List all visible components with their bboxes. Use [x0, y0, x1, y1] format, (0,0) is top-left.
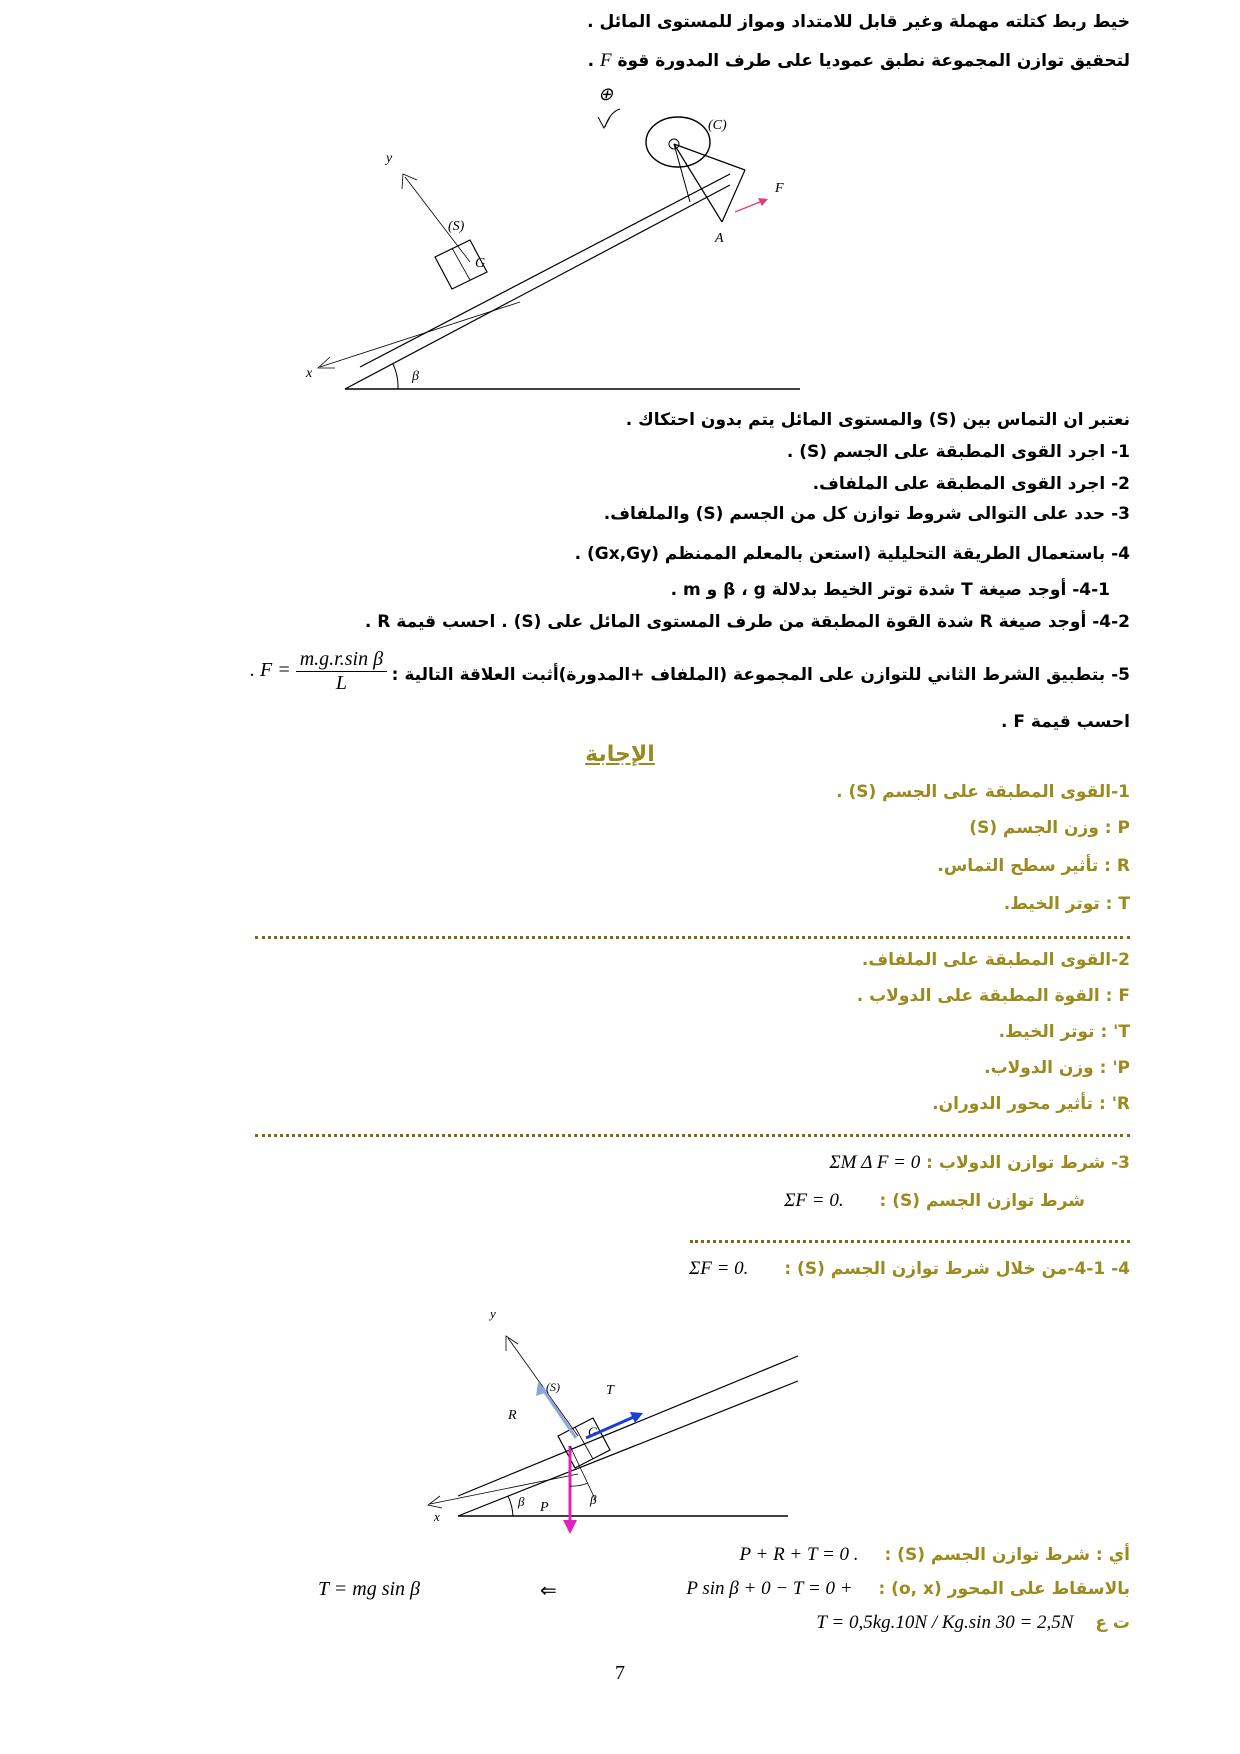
question-4-1: 4-1- أوجد صيغة T شدة توتر الخيط بدلالة β ، g و m . [670, 580, 1110, 600]
final-line3-math: T = 0,5kg.10N / Kg.sin 30 = 2,5N [816, 1612, 1074, 1633]
answer-1-item-t: T : توتر الخيط. [1003, 894, 1130, 914]
answer-3-line2 [784, 1190, 1085, 1212]
answer-3-line1-text: 3- شرط توازن الدولاب : [926, 1153, 1130, 1173]
fig1-label-s: (S) [448, 219, 465, 234]
intro-line2-symbol: F [599, 50, 612, 71]
answer-1-item-r: R : تأثير سطح التماس. [937, 856, 1130, 876]
question-3: 3- حدد على التوالى شروط توازن كل من الجسم (S) والملفاف. [603, 504, 1130, 524]
final-line2-text: بالاسقاط على المحور (o, x) : [878, 1579, 1130, 1599]
answer-3-line2-math: .ΣF = 0 [784, 1190, 844, 1211]
answer-4-line [689, 1258, 1130, 1280]
final-line1 [739, 1544, 1130, 1566]
fig1-label-y: y [386, 151, 393, 166]
final-line3 [816, 1612, 1130, 1634]
formula-lhs: . F = [250, 659, 291, 682]
answer-3-line1-math: ΣM Δ F = 0 [829, 1152, 921, 1173]
fig1-label-a: A [715, 231, 724, 246]
answer-2-item-f: F : القوة المطبقة على الدولاب . [856, 986, 1130, 1006]
question-5-calc: احسب قيمة F . [1000, 712, 1130, 732]
final-line3-text: ت ع [1095, 1613, 1130, 1633]
intro-line2: لتحقيق توازن المجموعة نطبق عموديا على طرف المدورة قوة F . [587, 50, 1130, 71]
fig2-label-s: (S) [546, 1380, 560, 1394]
formula-fraction [296, 648, 387, 695]
answer-title: الإجابة [585, 742, 655, 767]
intro-line2-text: لتحقيق توازن المجموعة نطبق عموديا على طرف المدورة قوة [617, 51, 1130, 71]
fig2-label-g: G [588, 1424, 598, 1439]
page-number: 7 [615, 1662, 625, 1684]
fig1-label-beta: β [412, 369, 419, 384]
divider-3 [690, 1240, 1130, 1243]
fig2-label-y: y [490, 1306, 496, 1321]
fig1-label-g: G [475, 256, 486, 271]
fig2-label-x: x [434, 1509, 440, 1524]
fig1-label-f: F [775, 181, 784, 196]
answer-3-line1 [829, 1152, 1130, 1174]
fig1-label-x: x [306, 366, 313, 381]
answer-2-heading: 2-القوى المطبقة على الملفاف. [861, 950, 1130, 970]
answer-4-line-text: 4- 4-1-من خلال شرط توازن الجسم (S) : [784, 1259, 1130, 1279]
final-line2-result: T = mg sin β [318, 1578, 421, 1600]
answer-1-heading: 1-القوى المطبقة على الجسم (S) . [836, 782, 1130, 802]
divider-2 [255, 1134, 1130, 1137]
fig2-label-p: P [540, 1500, 549, 1515]
question-2: 2- اجرد القوى المطبقة على الملفاف. [812, 474, 1130, 494]
fig2-label-t: T [606, 1383, 614, 1398]
question-4: 4- باستعمال الطريقة التحليلية (استعن بالمعلم الممنظم (Gx,Gy) . [574, 544, 1130, 564]
question-5: 5- بتطبيق الشرط الثاني للتوازن على المجموعة (الملفاف +المدورة)أثبت العلاقة التالية : [391, 665, 1130, 685]
question-5-formula [250, 648, 387, 695]
fig2-label-beta1: β [518, 1494, 525, 1509]
fig1-label-c: (C) [708, 118, 727, 133]
formula-numerator: m.g.r.sin β [296, 648, 387, 672]
answer-4-line-math: .ΣF = 0 [688, 1258, 749, 1279]
fig2-label-r: R [508, 1408, 517, 1423]
final-line1-text: أي : شرط توازن الجسم (S) : [884, 1545, 1130, 1565]
figure-inclined-plane-setup [290, 82, 850, 402]
question-4-2: 4-2- أوجد صيغة R شدة القوة المطبقة من طرف المستوى المائل على (S) . احسب قيمة R . [364, 612, 1130, 632]
figure-forces-on-block [418, 1296, 818, 1536]
fig2-label-beta2: β [590, 1492, 597, 1507]
divider-1 [255, 936, 1130, 939]
answer-2-item-t: T' : توتر الخيط. [998, 1022, 1130, 1042]
formula-denominator: L [335, 672, 347, 694]
statement: نعتبر ان التماس بين (S) والمستوى المائل يتم بدون احتكاك . [625, 410, 1130, 430]
question-1: 1- اجرد القوى المطبقة على الجسم (S) . [786, 442, 1130, 462]
final-line2-arrow: ⇐ [540, 1580, 557, 1602]
answer-3-line2-text: شرط توازن الجسم (S) : [879, 1191, 1085, 1211]
final-line1-math: . P + R + T = 0 [739, 1544, 859, 1565]
intro-line1: خيط ربط كتلته مهملة وغير قابل للامتداد ومواز للمستوى المائل . [587, 12, 1130, 32]
fig1-rotation-mark: ⊕ [598, 84, 614, 104]
answer-2-item-p: P' : وزن الدولاب. [984, 1058, 1130, 1078]
answer-2-item-r: R' : تأثير محور الدوران. [932, 1094, 1130, 1114]
final-line2-math: + P sin β + 0 − T = 0 [686, 1578, 853, 1599]
answer-1-item-p: P : وزن الجسم (S) [969, 818, 1130, 838]
final-line2 [686, 1578, 1130, 1600]
